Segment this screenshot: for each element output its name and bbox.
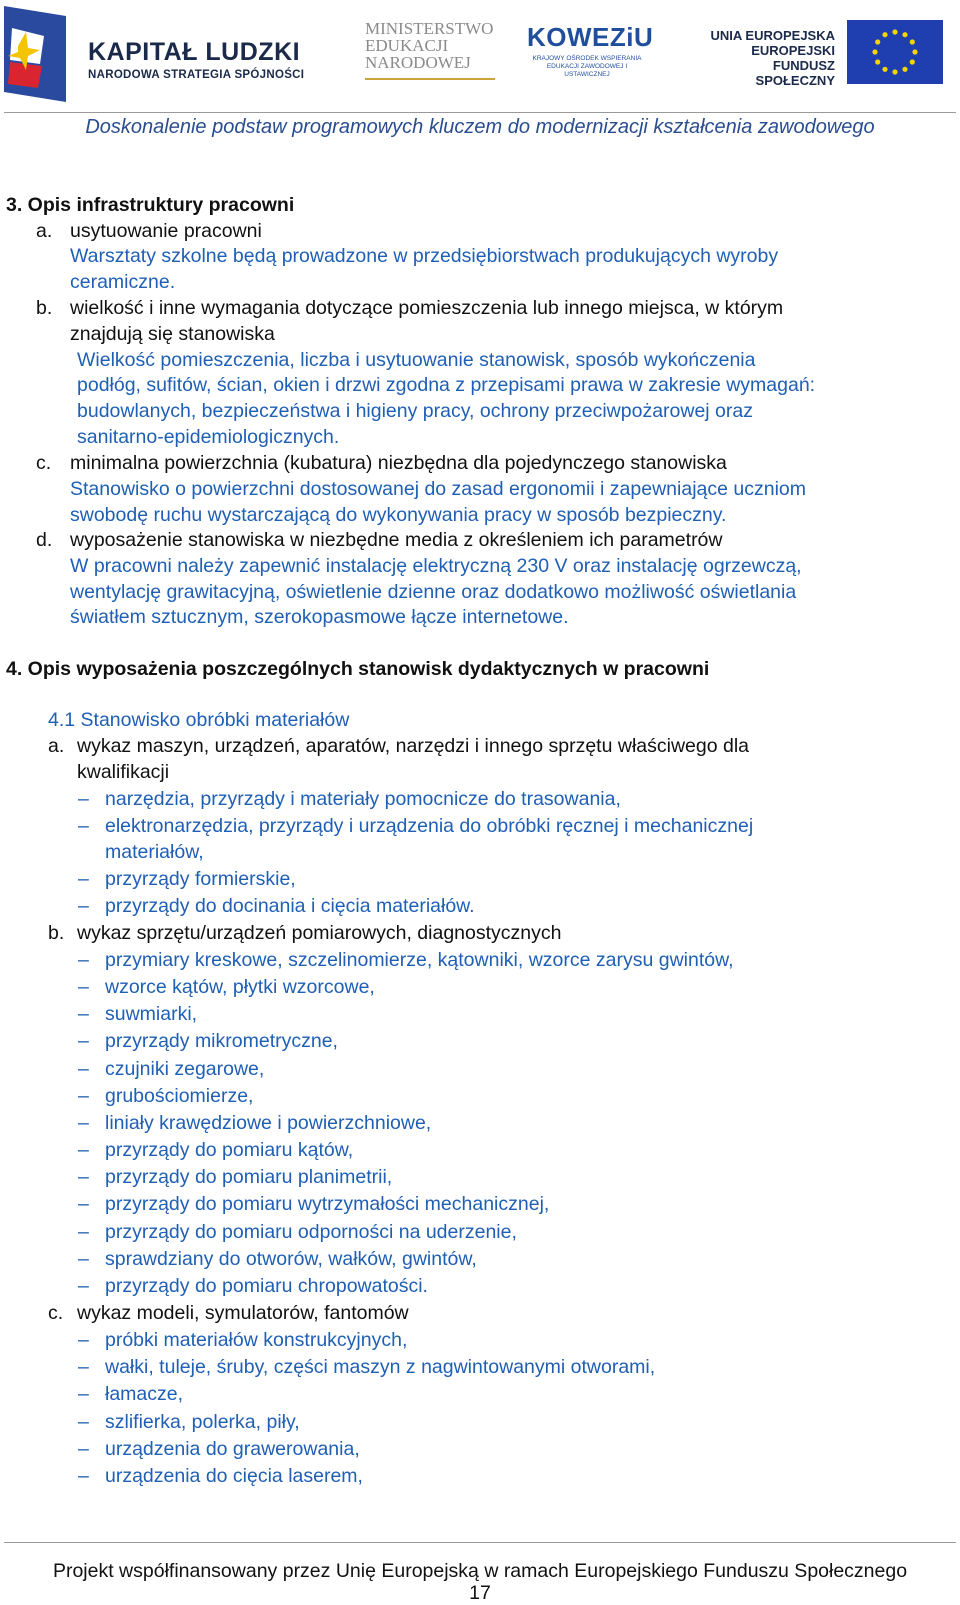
section-4-1-heading: 4.1 Stanowisko obróbki materiałów [48,709,350,731]
footer-divider [4,1542,956,1543]
list-item: przymiary kreskowe, szczelinomierze, kątowniki, wzorce zarysu gwintów, [105,949,734,971]
eu-flag-icon [847,20,943,84]
section-3c-title: minimalna powierzchnia (kubatura) niezbędna dla pojedynczego stanowiska [70,452,727,474]
section-3a-text-line-2: ceramiczne. [70,271,176,293]
ue-logo-text [705,28,835,88]
section-4-heading: 4. Opis wyposażenia poszczególnych stanowisk dydaktycznych w pracowni [6,658,710,680]
section-4c-label: c. [48,1302,64,1324]
ue-line-2: EUROPEJSKI [751,43,835,58]
section-3b-text-line-4: sanitarno-epidemiologicznych. [77,426,340,448]
section-3d-text-line-1: W pracowni należy zapewnić instalację elektryczną 230 V oraz instalację ogrzewczą, [70,555,802,577]
list-dash: – [78,1383,89,1405]
list-item: przyrządy do pomiaru kątów, [105,1139,354,1161]
list-dash: – [78,1030,89,1052]
section-3a-title: usytuowanie pracowni [70,220,262,242]
kowezu-subtitle: KRAJOWY OŚRODEK WSPIERANIA EDUKACJI ZAWODOWEJ I USTAWICZNEJ [532,55,642,78]
list-dash: – [78,1465,89,1487]
list-item: przyrządy do docinania i cięcia materiałów. [105,895,475,917]
ue-line-3: FUNDUSZ SPOŁECZNY [755,58,835,88]
list-item: narzędzia, przyrządy i materiały pomocnicze do trasowania, [105,788,621,810]
section-3d-label: d. [36,529,53,551]
list-item: próbki materiałów konstrukcyjnych, [105,1329,408,1351]
footer-text: Projekt współfinansowany przez Unię Europejską w ramach Europejskiego Funduszu Społecznego [52,1560,908,1582]
section-3b-text-line-2: podłóg, sufitów, ścian, okien i drzwi zgodna z przepisami prawa w zakresie wymagań: [77,374,816,396]
list-item: elektronarzędzia, przyrządy i urządzenia do obróbki ręcznej i mechanicznej [105,815,754,837]
section-3d-text-line-2: wentylację grawitacyjną, oświetlenie dzienne oraz dodatkowo możliwość oświetlania [70,581,797,603]
section-3c-text-line-1: Stanowisko o powierzchni dostosowanej do zasad ergonomii i zapewniające uczniom [70,478,806,500]
list-item: materiałów, [105,841,204,863]
document-subtitle: Doskonalenie podstaw programowych kluczem do modernizacji kształcenia zawodowego [85,116,875,138]
list-dash: – [78,1248,89,1270]
list-item: wzorce kątów, płytki wzorcowe, [105,976,375,998]
page-header [0,0,960,112]
list-dash: – [78,1193,89,1215]
section-3a-label: a. [36,220,53,242]
ministerstwo-logo [365,20,493,71]
list-dash: – [78,1411,89,1433]
section-4a-title-line-1: wykaz maszyn, urządzeń, aparatów, narzędzi i innego sprzętu właściwego dla [77,735,750,757]
list-item: czujniki zegarowe, [105,1058,265,1080]
list-item: przyrządy do pomiaru odporności na uderzenie, [105,1221,517,1243]
list-dash: – [78,895,89,917]
section-3b-title-line-1: wielkość i inne wymagania dotyczące pomieszczenia lub innego miejsca, w którym [70,297,784,319]
ue-line-1: UNIA EUROPEJSKA [710,28,835,43]
section-3c-text-line-2: swobodę ruchu wystarczającą do wykonywania pracy w sposób bezpieczny. [70,504,727,526]
list-dash: – [78,1166,89,1188]
list-item: łamacze, [105,1383,184,1405]
list-dash: – [78,1058,89,1080]
list-dash: – [78,1329,89,1351]
list-dash: – [78,1085,89,1107]
section-3b-label: b. [36,297,53,319]
kapital-ludzki-title: KAPITAŁ LUDZKI [88,38,301,66]
header-divider [4,112,956,113]
section-3b-text-line-1: Wielkość pomieszczenia, liczba i usytuowanie stanowisk, sposób wykończenia [77,349,756,371]
ministerstwo-line-3: NARODOWEJ [365,53,471,72]
list-dash: – [78,949,89,971]
list-dash: – [78,1275,89,1297]
list-item: przyrządy do pomiaru planimetrii, [105,1166,393,1188]
list-dash: – [78,976,89,998]
list-dash: – [78,1139,89,1161]
list-item: liniały krawędziowe i powierzchniowe, [105,1112,432,1134]
kapital-ludzki-subtitle: NARODOWA STRATEGIA SPÓJNOŚCI [88,69,305,81]
section-4b-title: wykaz sprzętu/urządzeń pomiarowych, diagnostycznych [77,922,562,944]
page-number: 17 [469,1582,491,1604]
ministerstwo-underline [365,78,495,80]
list-dash: – [78,815,89,837]
ministerstwo-line-2: EDUKACJI [365,36,449,55]
section-3d-title: wyposażenie stanowiska w niezbędne media z określeniem ich parametrów [70,529,723,551]
list-item: przyrządy formierskie, [105,868,296,890]
list-dash: – [78,1221,89,1243]
section-3a-text-line-1: Warsztaty szkolne będą prowadzone w przedsiębiorstwach produkujących wyroby [70,245,779,267]
section-3d-text-line-3: światłem sztucznym, szerokopasmowe łącze internetowe. [70,606,569,628]
list-item: wałki, tuleje, śruby, części maszyn z nagwintowanymi otworami, [105,1356,656,1378]
section-4b-label: b. [48,922,65,944]
list-item: szlifierka, polerka, piły, [105,1411,300,1433]
kapital-ludzki-logo [88,38,304,81]
section-3b-title-line-2: znajdują się stanowiska [70,323,275,345]
kowezu-logo [527,22,653,79]
list-item: sprawdziany do otworów, wałków, gwintów, [105,1248,477,1270]
list-item: suwmiarki, [105,1003,198,1025]
list-dash: – [78,788,89,810]
section-4a-title-line-2: kwalifikacji [77,761,170,783]
list-dash: – [78,1112,89,1134]
list-item: urządzenia do cięcia laserem, [105,1465,363,1487]
section-3-heading: 3. Opis infrastruktury pracowni [6,194,295,216]
ministerstwo-line-1: MINISTERSTWO [365,19,494,38]
list-item: grubościomierze, [105,1085,254,1107]
kapital-ludzki-logo-icon [4,6,66,102]
section-4a-label: a. [48,735,65,757]
list-item: przyrządy mikrometryczne, [105,1030,338,1052]
list-dash: – [78,1003,89,1025]
list-dash: – [78,1356,89,1378]
list-item: przyrządy do pomiaru chropowatości. [105,1275,428,1297]
list-dash: – [78,868,89,890]
list-item: urządzenia do grawerowania, [105,1438,360,1460]
section-4c-title: wykaz modeli, symulatorów, fantomów [77,1302,409,1324]
kowezu-title: KOWEZiU [527,22,654,52]
section-3b-text-line-3: budowlanych, bezpieczeństwa i higieny pracy, ochrony przeciwpożarowej oraz [77,400,753,422]
list-item: przyrządy do pomiaru wytrzymałości mechanicznej, [105,1193,550,1215]
list-dash: – [78,1438,89,1460]
section-3c-label: c. [36,452,52,474]
